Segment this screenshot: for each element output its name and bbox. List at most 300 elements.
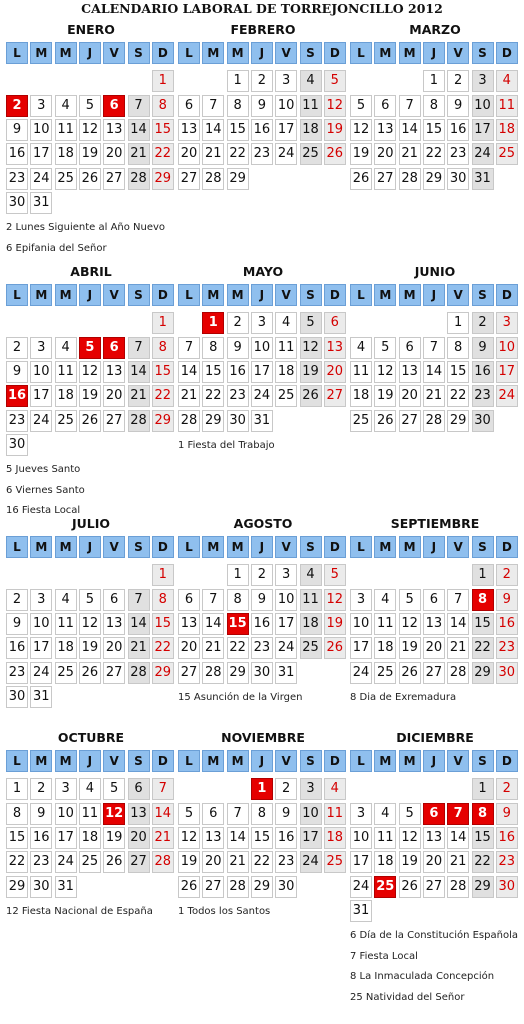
day-cell: 15	[202, 361, 224, 383]
weekday-header: S	[128, 284, 150, 306]
day-cell: 6	[128, 778, 150, 800]
weekday-header: D	[152, 536, 174, 558]
weekday-header: M	[30, 284, 52, 306]
weekday-header: S	[300, 42, 322, 64]
day-cell: 9	[496, 803, 518, 825]
day-cell: 28	[178, 410, 200, 432]
day-cell: 21	[152, 827, 174, 849]
day-cell: 10	[350, 827, 372, 849]
day-cell: 29	[447, 410, 469, 432]
day-cell: 30	[496, 876, 518, 898]
day-cell: 21	[178, 385, 200, 407]
weekday-header: D	[496, 284, 518, 306]
day-cell: 29	[472, 876, 494, 898]
day-cell: 16	[496, 613, 518, 635]
day-cell: 10	[251, 337, 273, 359]
day-cell: 16	[6, 143, 28, 165]
weekday-header: V	[275, 750, 297, 772]
day-cell: 21	[447, 851, 469, 873]
day-cell: 27	[178, 662, 200, 684]
day-cell: 4	[79, 778, 101, 800]
day-cell: 14	[202, 119, 224, 141]
day-cell: 21	[202, 637, 224, 659]
holiday-note: 6 Epifania del Señor	[6, 242, 107, 254]
holiday-day-cell: 8	[472, 589, 494, 611]
day-cell: 23	[251, 143, 273, 165]
day-cell: 6	[178, 589, 200, 611]
day-cell: 27	[178, 168, 200, 190]
day-cell: 19	[399, 637, 421, 659]
day-cell: 4	[374, 589, 396, 611]
weekday-header: L	[350, 750, 372, 772]
day-cell: 18	[275, 361, 297, 383]
weekday-header: D	[324, 536, 346, 558]
weekday-header: L	[350, 536, 372, 558]
weekday-header: S	[472, 750, 494, 772]
weekday-header: M	[202, 284, 224, 306]
day-cell: 28	[128, 410, 150, 432]
weekday-header: L	[6, 284, 28, 306]
day-cell: 18	[300, 119, 322, 141]
weekday-header: M	[227, 284, 249, 306]
day-cell: 12	[300, 337, 322, 359]
weekday-header: L	[6, 536, 28, 558]
day-cell: 24	[30, 662, 52, 684]
day-cell: 7	[128, 337, 150, 359]
holiday-day-cell: 6	[103, 337, 125, 359]
day-cell: 22	[202, 385, 224, 407]
day-cell: 17	[30, 143, 52, 165]
day-cell: 10	[30, 361, 52, 383]
day-cell: 27	[423, 876, 445, 898]
month-name: JULIO	[71, 516, 111, 531]
month-name: JUNIO	[414, 264, 456, 279]
weekday-header: J	[251, 42, 273, 64]
weekday-header: D	[496, 42, 518, 64]
day-cell: 9	[496, 589, 518, 611]
weekday-header: M	[374, 750, 396, 772]
day-cell: 17	[350, 637, 372, 659]
day-cell: 9	[251, 589, 273, 611]
day-cell: 5	[399, 589, 421, 611]
day-cell: 26	[324, 637, 346, 659]
weekday-header: L	[178, 750, 200, 772]
month-name: ABRIL	[70, 264, 112, 279]
day-cell: 11	[374, 613, 396, 635]
day-cell: 4	[55, 95, 77, 117]
day-cell: 6	[178, 95, 200, 117]
day-cell: 22	[447, 385, 469, 407]
day-cell: 13	[399, 361, 421, 383]
weekday-header: V	[275, 536, 297, 558]
holiday-day-cell: 6	[103, 95, 125, 117]
weekday-header: S	[300, 284, 322, 306]
day-cell: 18	[55, 637, 77, 659]
day-cell: 23	[275, 851, 297, 873]
day-cell: 13	[178, 119, 200, 141]
day-cell: 5	[103, 778, 125, 800]
day-cell: 4	[324, 778, 346, 800]
weekday-header: M	[202, 536, 224, 558]
day-cell: 24	[30, 410, 52, 432]
month-name: ENERO	[67, 22, 115, 37]
day-cell: 20	[374, 143, 396, 165]
day-cell: 5	[79, 589, 101, 611]
day-cell: 6	[103, 589, 125, 611]
day-cell: 16	[30, 827, 52, 849]
day-cell: 14	[152, 803, 174, 825]
holiday-note: 1 Fiesta del Trabajo	[178, 439, 275, 451]
holiday-day-cell: 5	[79, 337, 101, 359]
day-cell: 25	[350, 410, 372, 432]
holiday-day-cell: 7	[447, 803, 469, 825]
day-cell: 17	[496, 361, 518, 383]
day-cell: 4	[55, 337, 77, 359]
day-cell: 3	[30, 589, 52, 611]
holiday-notes	[178, 902, 270, 923]
day-cell: 17	[251, 361, 273, 383]
day-cell: 15	[227, 119, 249, 141]
holiday-notes	[178, 436, 275, 457]
day-cell: 18	[55, 385, 77, 407]
day-cell: 25	[300, 143, 322, 165]
day-cell: 9	[447, 95, 469, 117]
day-cell: 16	[251, 613, 273, 635]
day-cell: 10	[30, 613, 52, 635]
holiday-day-cell: 12	[103, 803, 125, 825]
day-cell: 11	[300, 95, 322, 117]
day-cell: 31	[251, 410, 273, 432]
day-cell: 23	[472, 385, 494, 407]
day-cell: 23	[6, 662, 28, 684]
day-cell: 19	[300, 361, 322, 383]
day-cell: 15	[472, 827, 494, 849]
day-cell: 16	[227, 361, 249, 383]
holiday-notes	[6, 460, 85, 522]
weekday-header: M	[227, 536, 249, 558]
day-cell: 8	[227, 589, 249, 611]
day-cell: 16	[275, 827, 297, 849]
day-cell: 26	[103, 851, 125, 873]
day-cell: 25	[55, 662, 77, 684]
holiday-note: 6 Viernes Santo	[6, 484, 85, 496]
weekday-header: M	[399, 42, 421, 64]
day-cell: 17	[472, 119, 494, 141]
weekday-header: S	[300, 536, 322, 558]
day-cell: 25	[55, 410, 77, 432]
day-cell: 3	[275, 564, 297, 586]
day-cell: 23	[496, 851, 518, 873]
day-cell: 3	[30, 337, 52, 359]
holiday-day-cell: 1	[202, 312, 224, 334]
day-cell: 20	[423, 851, 445, 873]
day-cell: 10	[30, 119, 52, 141]
day-cell: 11	[374, 827, 396, 849]
day-cell: 4	[300, 564, 322, 586]
day-cell: 26	[399, 876, 421, 898]
day-cell: 8	[251, 803, 273, 825]
day-cell: 14	[178, 361, 200, 383]
day-cell: 28	[399, 168, 421, 190]
day-cell: 4	[300, 70, 322, 92]
weekday-header: L	[178, 42, 200, 64]
day-cell: 16	[6, 637, 28, 659]
day-cell: 27	[103, 662, 125, 684]
weekday-header: M	[55, 42, 77, 64]
holiday-day-cell: 6	[423, 803, 445, 825]
holiday-note: 25 Natividad del Señor	[350, 991, 465, 1003]
day-cell: 12	[399, 613, 421, 635]
day-cell: 3	[350, 589, 372, 611]
day-cell: 20	[178, 637, 200, 659]
weekday-header: J	[251, 750, 273, 772]
day-cell: 20	[128, 827, 150, 849]
day-cell: 1	[6, 778, 28, 800]
day-cell: 19	[103, 827, 125, 849]
weekday-header: S	[300, 750, 322, 772]
day-cell: 5	[79, 95, 101, 117]
day-cell: 16	[496, 827, 518, 849]
month-name: NOVIEMBRE	[221, 730, 305, 745]
day-cell: 13	[324, 337, 346, 359]
weekday-header: M	[30, 42, 52, 64]
day-cell: 8	[202, 337, 224, 359]
day-cell: 1	[423, 70, 445, 92]
day-cell: 7	[399, 95, 421, 117]
day-cell: 7	[227, 803, 249, 825]
day-cell: 22	[423, 143, 445, 165]
day-cell: 14	[128, 119, 150, 141]
day-cell: 6	[374, 95, 396, 117]
day-cell: 17	[275, 119, 297, 141]
weekday-header: D	[152, 284, 174, 306]
day-cell: 12	[178, 827, 200, 849]
day-cell: 7	[447, 589, 469, 611]
weekday-header: M	[30, 750, 52, 772]
holiday-note: 6 Día de la Constitución Española	[350, 930, 518, 942]
day-cell: 31	[275, 662, 297, 684]
day-cell: 22	[152, 637, 174, 659]
weekday-header: D	[324, 750, 346, 772]
day-cell: 24	[275, 143, 297, 165]
day-cell: 27	[202, 876, 224, 898]
day-cell: 8	[423, 95, 445, 117]
day-cell: 27	[103, 168, 125, 190]
day-cell: 27	[374, 168, 396, 190]
weekday-header: D	[496, 750, 518, 772]
day-cell: 9	[227, 337, 249, 359]
weekday-header: S	[128, 42, 150, 64]
day-cell: 13	[103, 119, 125, 141]
day-cell: 1	[227, 564, 249, 586]
day-cell: 15	[423, 119, 445, 141]
day-cell: 2	[251, 564, 273, 586]
day-cell: 26	[300, 385, 322, 407]
holiday-note: 8 La Inmaculada Concepción	[350, 971, 495, 983]
day-cell: 8	[152, 95, 174, 117]
day-cell: 1	[152, 564, 174, 586]
holiday-note: 7 Fiesta Local	[350, 950, 418, 962]
day-cell: 3	[472, 70, 494, 92]
day-cell: 13	[374, 119, 396, 141]
day-cell: 19	[399, 851, 421, 873]
day-cell: 8	[152, 337, 174, 359]
weekday-header: J	[423, 42, 445, 64]
day-cell: 14	[447, 827, 469, 849]
day-cell: 24	[251, 385, 273, 407]
day-cell: 29	[227, 168, 249, 190]
day-cell: 29	[472, 662, 494, 684]
day-cell: 30	[275, 876, 297, 898]
day-cell: 17	[275, 613, 297, 635]
weekday-header: J	[423, 536, 445, 558]
weekday-header: J	[79, 42, 101, 64]
day-cell: 18	[55, 143, 77, 165]
weekday-header: D	[324, 42, 346, 64]
day-cell: 11	[300, 589, 322, 611]
day-cell: 25	[79, 851, 101, 873]
day-cell: 30	[447, 168, 469, 190]
day-cell: 3	[350, 803, 372, 825]
day-cell: 31	[350, 900, 372, 922]
day-cell: 28	[128, 662, 150, 684]
day-cell: 23	[227, 385, 249, 407]
day-cell: 24	[472, 143, 494, 165]
day-cell: 20	[103, 143, 125, 165]
day-cell: 1	[152, 312, 174, 334]
day-cell: 16	[251, 119, 273, 141]
day-cell: 4	[374, 803, 396, 825]
day-cell: 20	[423, 637, 445, 659]
day-cell: 22	[227, 143, 249, 165]
weekday-header: D	[152, 750, 174, 772]
month-name: AGOSTO	[233, 516, 293, 531]
day-cell: 13	[202, 827, 224, 849]
day-cell: 10	[472, 95, 494, 117]
day-cell: 11	[324, 803, 346, 825]
day-cell: 5	[178, 803, 200, 825]
day-cell: 15	[472, 613, 494, 635]
day-cell: 2	[30, 778, 52, 800]
day-cell: 10	[275, 95, 297, 117]
day-cell: 12	[399, 827, 421, 849]
day-cell: 21	[128, 637, 150, 659]
day-cell: 30	[30, 876, 52, 898]
weekday-header: J	[251, 536, 273, 558]
day-cell: 3	[496, 312, 518, 334]
day-cell: 29	[227, 662, 249, 684]
day-cell: 1	[472, 778, 494, 800]
day-cell: 31	[472, 168, 494, 190]
day-cell: 30	[251, 662, 273, 684]
weekday-header: V	[447, 284, 469, 306]
day-cell: 7	[178, 337, 200, 359]
day-cell: 25	[324, 851, 346, 873]
day-cell: 15	[152, 119, 174, 141]
weekday-header: M	[202, 750, 224, 772]
day-cell: 11	[275, 337, 297, 359]
day-cell: 8	[227, 95, 249, 117]
day-cell: 24	[496, 385, 518, 407]
page-title: CALENDARIO LABORAL DE TORREJONCILLO 2012	[81, 1, 443, 16]
day-cell: 29	[6, 876, 28, 898]
day-cell: 13	[128, 803, 150, 825]
weekday-header: S	[472, 536, 494, 558]
holiday-notes	[6, 218, 165, 259]
day-cell: 27	[399, 410, 421, 432]
day-cell: 17	[350, 851, 372, 873]
day-cell: 27	[128, 851, 150, 873]
month-name: DICIEMBRE	[396, 730, 474, 745]
weekday-header: V	[103, 750, 125, 772]
day-cell: 10	[300, 803, 322, 825]
day-cell: 29	[251, 876, 273, 898]
day-cell: 13	[103, 613, 125, 635]
month-name: FEBRERO	[230, 22, 296, 37]
day-cell: 22	[152, 385, 174, 407]
day-cell: 29	[152, 662, 174, 684]
day-cell: 19	[374, 385, 396, 407]
day-cell: 14	[399, 119, 421, 141]
day-cell: 21	[399, 143, 421, 165]
day-cell: 28	[447, 876, 469, 898]
day-cell: 3	[55, 778, 77, 800]
holiday-day-cell: 16	[6, 385, 28, 407]
day-cell: 28	[423, 410, 445, 432]
holiday-notes	[6, 902, 153, 923]
holiday-day-cell: 15	[227, 613, 249, 635]
holiday-day-cell: 25	[374, 876, 396, 898]
day-cell: 25	[496, 143, 518, 165]
day-cell: 11	[55, 361, 77, 383]
day-cell: 23	[6, 410, 28, 432]
weekday-header: M	[55, 750, 77, 772]
day-cell: 19	[79, 143, 101, 165]
day-cell: 14	[447, 613, 469, 635]
day-cell: 9	[275, 803, 297, 825]
weekday-header: L	[6, 42, 28, 64]
day-cell: 15	[6, 827, 28, 849]
day-cell: 19	[79, 385, 101, 407]
day-cell: 9	[6, 613, 28, 635]
day-cell: 24	[350, 662, 372, 684]
day-cell: 24	[300, 851, 322, 873]
month-name: SEPTIEMBRE	[390, 516, 480, 531]
day-cell: 29	[152, 168, 174, 190]
day-cell: 30	[472, 410, 494, 432]
day-cell: 20	[103, 385, 125, 407]
weekday-header: J	[423, 284, 445, 306]
weekday-header: D	[152, 42, 174, 64]
weekday-header: M	[227, 42, 249, 64]
day-cell: 23	[251, 637, 273, 659]
day-cell: 12	[79, 613, 101, 635]
day-cell: 2	[227, 312, 249, 334]
day-cell: 8	[447, 337, 469, 359]
day-cell: 30	[6, 434, 28, 456]
day-cell: 5	[350, 95, 372, 117]
day-cell: 2	[496, 564, 518, 586]
day-cell: 29	[423, 168, 445, 190]
day-cell: 6	[202, 803, 224, 825]
day-cell: 6	[399, 337, 421, 359]
day-cell: 17	[30, 637, 52, 659]
day-cell: 5	[399, 803, 421, 825]
day-cell: 5	[324, 564, 346, 586]
day-cell: 23	[496, 637, 518, 659]
day-cell: 13	[423, 613, 445, 635]
holiday-note: 16 Fiesta Local	[6, 505, 81, 517]
